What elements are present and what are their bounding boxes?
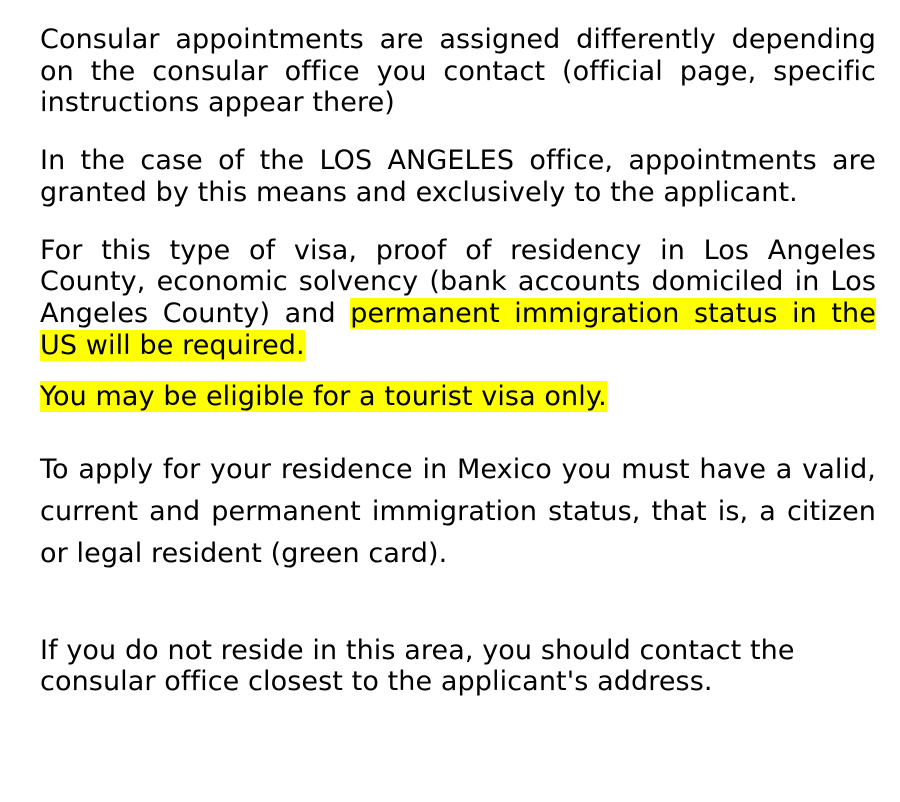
spacer-before-residence — [40, 439, 876, 449]
paragraph-tourist-visa-eligibility — [40, 381, 876, 413]
paragraph-contact-nearest-office: If you do not reside in this area, you should contact the consular office closest to the applicant's address. — [40, 634, 795, 698]
spacer-before-closing — [40, 601, 876, 635]
highlight-permanent-immigration-status: permanent immigration status in the US will be required. — [40, 298, 876, 361]
paragraph-residence-requirements: To apply for your residence in Mexico you must have a valid, current and permanent immigration status, that is, a citizen or legal resident (green card). — [40, 454, 876, 569]
paragraph-visa-requirements — [40, 235, 876, 362]
paragraph-visa-requirements-text: For this type of visa, proof of residency in Los Angeles County, economic solvency (bank accounts domiciled in Los Angeles County) and — [40, 234, 876, 330]
paragraph-consular-appointments: Consular appointments are assigned differently depending on the consular office you contact (official page, specific instructions appear there) — [40, 24, 876, 119]
paragraph-los-angeles-office: In the case of the LOS ANGELES office, appointments are granted by this means and exclusively to the applicant. — [40, 145, 876, 208]
highlight-tourist-visa-only: You may be eligible for a tourist visa only. — [40, 381, 607, 413]
